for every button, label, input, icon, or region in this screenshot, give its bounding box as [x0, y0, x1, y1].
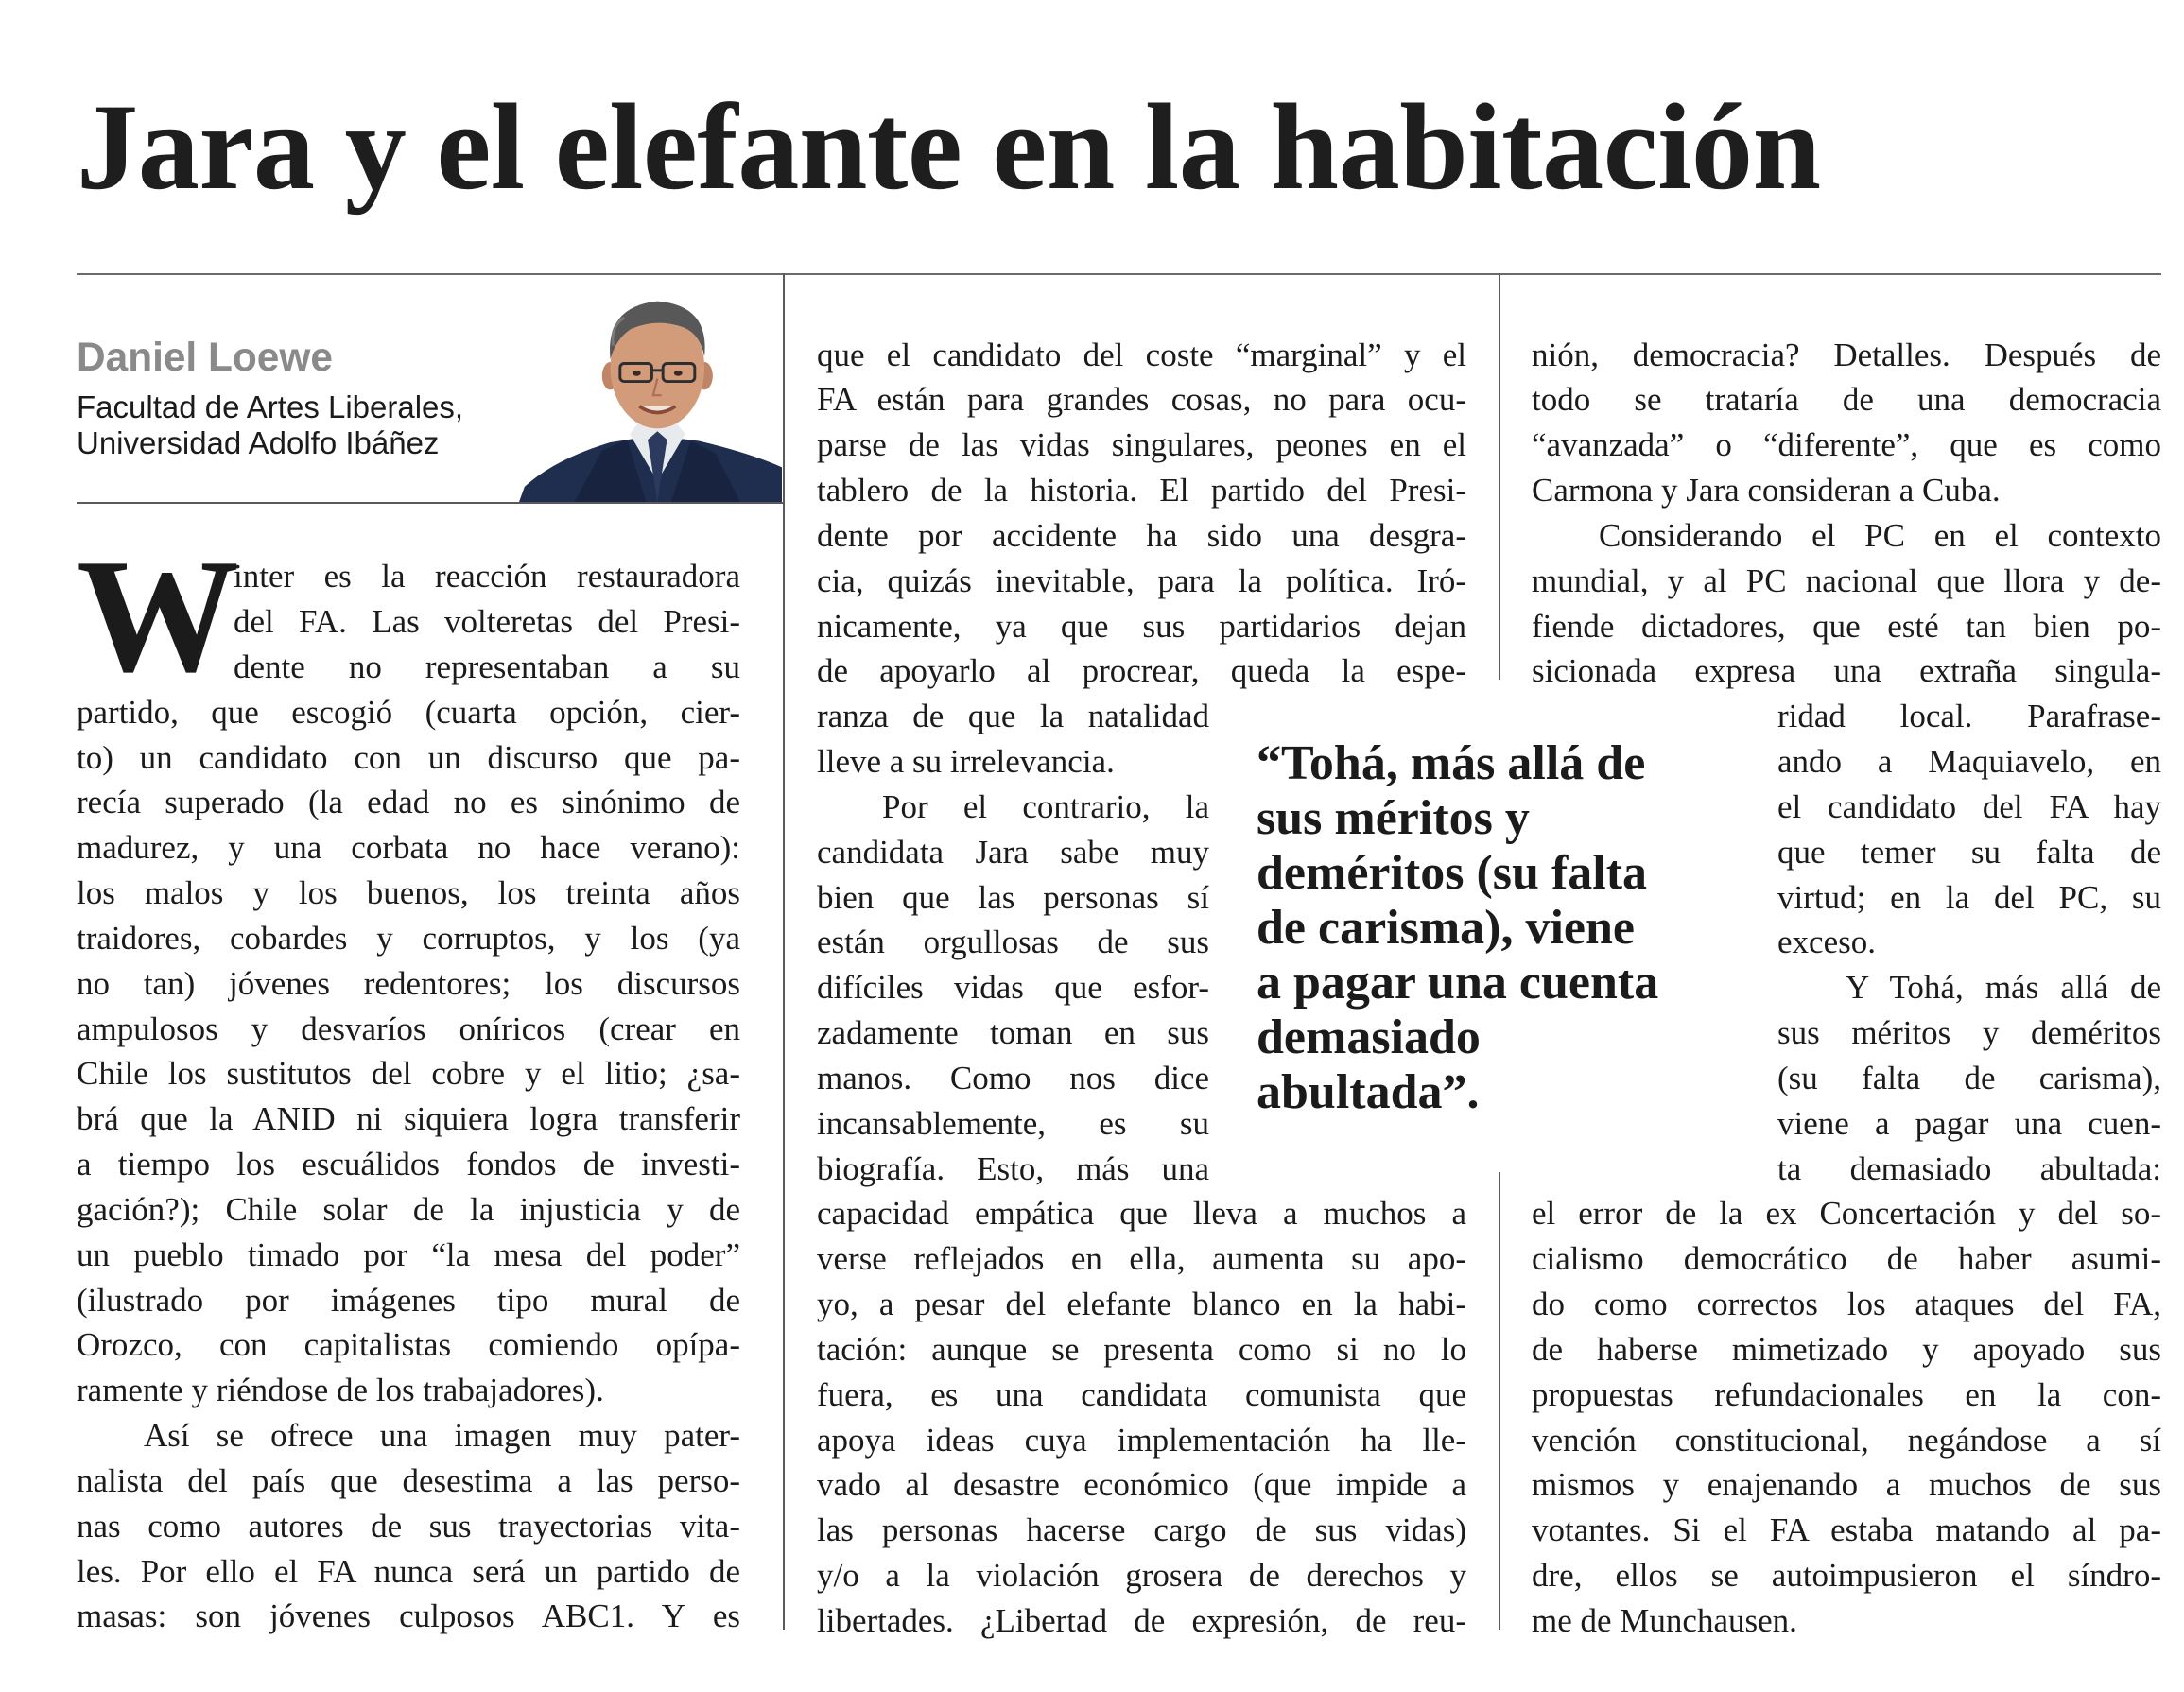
body-line: el candidato del FA hay — [1777, 787, 2161, 825]
body-line: fuera, es una candidata comunista que — [817, 1375, 1466, 1413]
body-line: viene a pagar una cuen- — [1777, 1104, 2161, 1142]
pull-quote-line: “Tohá, más allá de — [1257, 736, 1646, 791]
author-affiliation-line: Universidad Adolfo Ibáñez — [77, 424, 440, 460]
body-line: nalista del país que desestima a las perso- — [77, 1461, 740, 1499]
body-line: propuestas refundacionales en la con- — [1532, 1375, 2161, 1413]
body-line: ranza de que la natalidad — [817, 698, 1209, 735]
body-line: ramente y riéndose de los trabajadores). — [77, 1372, 604, 1409]
body-line: de apoyarlo al procrear, queda la espe- — [817, 652, 1466, 690]
body-line: recía superado (la edad no es sinónimo de — [77, 784, 740, 821]
body-line: brá que la ANID ni siquiera logra transferir — [77, 1100, 740, 1138]
body-line: tablero de la historia. El partido del Presi- — [817, 472, 1466, 509]
body-line: inter es la reacción restauradora — [234, 558, 740, 596]
body-line: les. Por ello el FA nunca será un partido de — [77, 1552, 740, 1590]
body-line: Considerando el PC en el contexto — [1599, 516, 2161, 554]
body-line: FA están para grandes cosas, no para ocu- — [817, 381, 1466, 419]
body-line: verse reflejados en ella, aumenta su apo- — [817, 1240, 1466, 1278]
portrait — [519, 302, 782, 502]
body-line: exceso. — [1777, 924, 1876, 961]
body-line: no tan) jóvenes redentores; los discursos — [77, 964, 740, 1002]
body-line: los malos y los buenos, los treinta años — [77, 874, 740, 912]
body-line: cialismo democrático de haber asumi- — [1532, 1240, 2161, 1278]
body-line: vención constitucional, negándose a sí — [1532, 1421, 2161, 1459]
body-line: do como correctos los ataques del FA, — [1532, 1286, 2161, 1323]
body-line: lleve a su irrelevancia. — [817, 743, 1115, 781]
body-line: difíciles vidas que esfor- — [817, 969, 1209, 1007]
headline-rule — [77, 273, 2161, 275]
body-line: biografía. Esto, más una — [817, 1149, 1209, 1187]
body-line: Así se ofrece una imagen muy pater- — [144, 1417, 740, 1455]
body-line: ridad local. Parafrase- — [1777, 698, 2161, 735]
body-line: vado al desastre económico (que impide a — [817, 1466, 1466, 1504]
author-affiliation-line: Facultad de Artes Liberales, — [77, 388, 464, 424]
body-line: virtud; en la del PC, su — [1777, 878, 2161, 916]
pull-quote-line: sus méritos y — [1257, 791, 1530, 846]
body-line: gación?); Chile solar de la injusticia y de — [77, 1190, 740, 1228]
body-line: dente por accidente ha sido una desgra- — [817, 516, 1466, 554]
body-line: mismos y enajenando a muchos de sus — [1532, 1466, 2161, 1504]
body-line: capacidad empática que lleva a muchos a — [817, 1195, 1466, 1233]
body-line: el error de la ex Concertación y del so- — [1532, 1195, 2161, 1233]
body-line: manos. Como nos dice — [817, 1059, 1209, 1096]
pull-quote-line: abultada”. — [1257, 1064, 1480, 1119]
body-line: las personas hacerse cargo de sus vidas) — [817, 1511, 1466, 1549]
body-line: candidata Jara sabe muy — [817, 833, 1209, 871]
body-line: nas como autores de sus trayectorias vita- — [77, 1507, 740, 1545]
body-line: dre, ellos se autoimpusieron el síndro- — [1532, 1557, 2161, 1594]
body-line: masas: son jóvenes culposos ABC1. Y es — [77, 1597, 740, 1635]
body-line: a tiempo los escuálidos fondos de investi- — [77, 1146, 740, 1183]
body-line: nicamente, ya que sus partidarios dejan — [817, 607, 1466, 645]
body-line: zadamente toman en sus — [817, 1014, 1209, 1052]
body-line: cia, quizás inevitable, para la política. Iró- — [817, 561, 1466, 599]
body-line: to) un candidato con un discurso que pa- — [77, 738, 740, 776]
body-line: parse de las vidas singulares, peones en el — [817, 426, 1466, 464]
headline: Jara y el elefante en la habitación — [77, 78, 1821, 216]
body-line: sicionada expresa una extraña singula- — [1532, 652, 2161, 690]
body-line: bien que las personas sí — [817, 878, 1209, 916]
pull-quote-line: de carisma), viene — [1257, 901, 1636, 955]
body-line: Chile los sustitutos del cobre y el litio; ¿sa- — [77, 1055, 740, 1093]
body-line: “avanzada” o “diferente”, que es como — [1532, 426, 2161, 464]
author-photo — [519, 285, 782, 502]
pull-quote-line: demasiado — [1257, 1010, 1481, 1064]
body-line: que temer su falta de — [1777, 833, 2161, 871]
author-name: Daniel Loewe — [77, 334, 333, 379]
body-line: traidores, cobardes y corruptos, y los (ya — [77, 919, 740, 957]
column-divider-right-lower — [1499, 1172, 1500, 1630]
drop-cap: W — [77, 527, 239, 706]
column-divider-right-upper — [1499, 273, 1500, 680]
body-line: dente no representaban a su — [234, 647, 740, 685]
pull-quote-line: deméritos (su falta — [1257, 846, 1648, 901]
body-line: Orozco, con capitalistas comiendo opípa- — [77, 1326, 740, 1364]
body-line: y/o a la violación grosera de derechos y — [817, 1557, 1466, 1594]
body-line: del FA. Las volteretas del Presi- — [234, 603, 740, 641]
body-line: incansablemente, es su — [817, 1104, 1209, 1142]
body-line: (ilustrado por imágenes tipo mural de — [77, 1281, 740, 1319]
body-line: mundial, y al PC nacional que llora y de- — [1532, 561, 2161, 599]
body-line: Por el contrario, la — [882, 787, 1209, 825]
body-line: nión, democracia? Detalles. Después de — [1532, 336, 2161, 373]
body-line: sus méritos y deméritos — [1777, 1014, 2161, 1052]
body-line: tación: aunque se presenta como si no lo — [817, 1330, 1466, 1368]
byline-rule — [77, 502, 783, 504]
body-line: ta demasiado abultada: — [1777, 1149, 2161, 1187]
body-line: madurez, y una corbata no hace verano): — [77, 829, 740, 867]
body-line: Carmona y Jara consideran a Cuba. — [1532, 472, 2001, 509]
body-line: ando a Maquiavelo, en — [1777, 743, 2161, 781]
body-line: yo, a pesar del elefante blanco en la habi- — [817, 1286, 1466, 1323]
body-line: (su falta de carisma), — [1777, 1059, 2161, 1096]
body-line: que el candidato del coste “marginal” y el — [817, 336, 1466, 373]
body-line: apoya ideas cuya implementación ha lle- — [817, 1421, 1466, 1459]
body-line: me de Munchausen. — [1532, 1601, 1797, 1639]
body-line: de haberse mimetizado y apoyado sus — [1532, 1330, 2161, 1368]
body-line: un pueblo timado por “la mesa del poder” — [77, 1235, 740, 1273]
body-line: están orgullosas de sus — [817, 924, 1209, 961]
body-line: todo se trataría de una democracia — [1532, 381, 2161, 419]
body-line: libertades. ¿Libertad de expresión, de reu- — [817, 1601, 1466, 1639]
body-line: fiende dictadores, que esté tan bien po- — [1532, 607, 2161, 645]
body-line: Y Tohá, más allá de — [1846, 969, 2161, 1007]
column-divider-left — [783, 273, 785, 1630]
body-line: votantes. Si el FA estaba matando al pa- — [1532, 1511, 2161, 1549]
body-line: partido, que escogió (cuarta opción, cier- — [77, 693, 740, 731]
pull-quote-line: a pagar una cuenta — [1257, 955, 1659, 1010]
body-line: ampulosos y desvaríos oníricos (crear en — [77, 1010, 740, 1047]
